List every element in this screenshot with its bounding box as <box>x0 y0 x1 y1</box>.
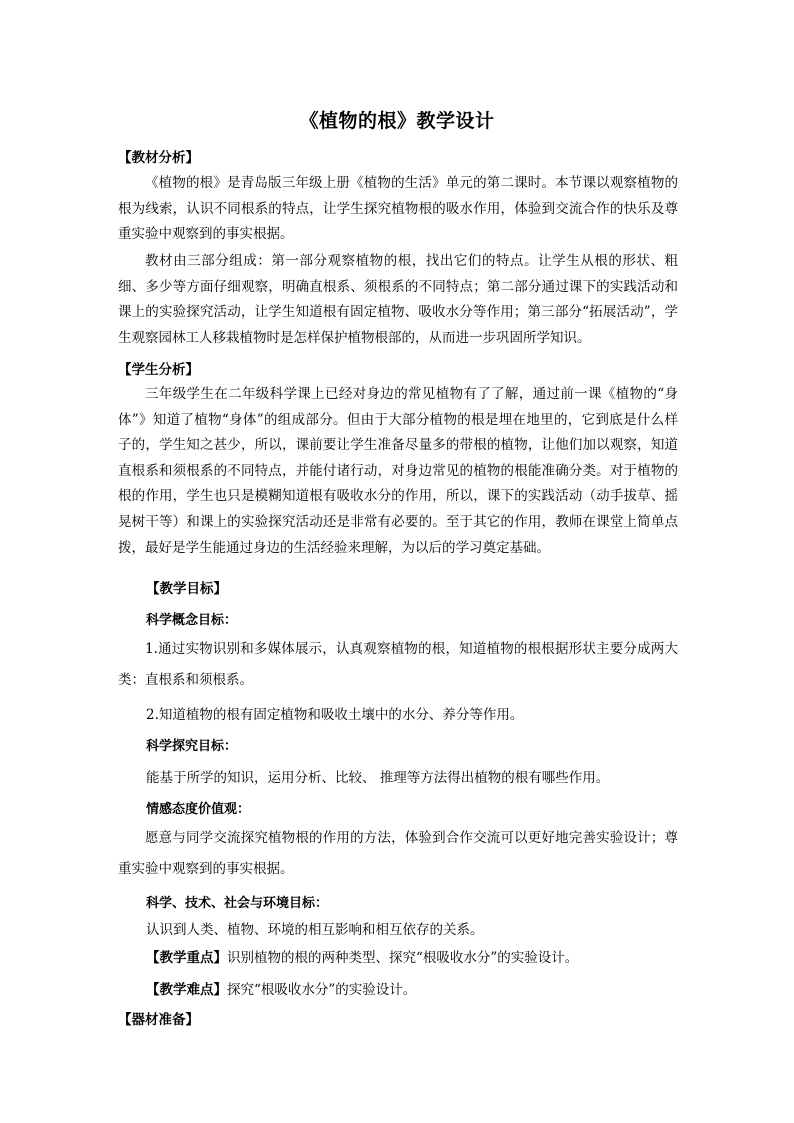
concept-goal-paragraph-2: 2.知道植物的根有固定植物和吸收土壤中的水分、养分等作用。 <box>146 707 524 723</box>
section-heading-student: 【学生分析】 <box>118 362 199 378</box>
student-paragraph: 三年级学生在二年级科学课上已经对身边的常见植物有了了解，通过前一课《植物的“身体”》知道了植物“身体”的组成部分。但由于大部分植物的根是埋在地里的，它到底是什么样子的，学生知之甚少，所以，课前要让学生准备尽量多的带根的植物，让他们加以观察，知道直根系和须根系的不同特点，并能付诸行动，对身边常见的植物的根能准确分类。对于植物的根的作用，学生也只是模糊知道根有吸收水分的作用，所以，课下的实践活动（动手拔草、摇晃树干等）和课上的实验探究活动还是非常有必要的。至于其它的作用，教师在课堂上简单点拨，最好是学生能通过身边的生活经验来理解，为以后的学习奠定基础。 <box>118 386 678 556</box>
sts-goal-label: 科学、技术、社会与环境目标： <box>146 896 329 911</box>
key-point-text: 识别植物的根的两种类型、探究“根吸收水分”的实验设计。 <box>227 950 579 966</box>
sts-goal-paragraph: 认识到人类、植物、环境的相互影响和相互依存的关系。 <box>146 922 484 938</box>
material-paragraph-2: 教材由三部分组成：第一部分观察植物的根，找出它们的特点。让学生从根的形状、粗细、多少等方面仔细观察，明确直根系、须根系的不同特点；第二部分通过课下的实践活动和课上的实验探究活动，让学生知道根有固定植物、吸收水分等作用；第三部分“拓展活动”，学生观察园林工人移栽植物时是怎样保护植物根部的，从而进一步巩固所学知识。 <box>118 253 678 346</box>
difficult-point-label: 【教学难点】 <box>146 982 227 998</box>
key-point-line <box>146 946 578 966</box>
concept-goal-paragraph-1: 1.通过实物识别和多媒体展示，认真观察植物的根，知道植物的根根据形状主要分成两大类：直根系和须根系。 <box>118 641 678 688</box>
difficult-point-text: 探究“根吸收水分”的实验设计。 <box>227 982 417 998</box>
section-heading-equipment: 【器材准备】 <box>118 1012 199 1028</box>
section-heading-material: 【教材分析】 <box>118 150 199 166</box>
concept-goal-label: 科学概念目标： <box>146 613 238 628</box>
document-title: 《植物的根》教学设计 <box>299 110 495 132</box>
key-point-label: 【教学重点】 <box>146 950 227 966</box>
section-heading-goals: 【教学目标】 <box>146 581 227 597</box>
inquiry-goal-label: 科学探究目标： <box>146 739 238 754</box>
difficult-point-line <box>146 978 416 998</box>
inquiry-goal-paragraph: 能基于所学的知识，运用分析、比较、 推理等方法得出植物的根有哪些作用。 <box>146 770 610 786</box>
attitude-goal-paragraph: 愿意与同学交流探究植物根的作用的方法，体验到合作交流可以更好地完善实验设计；尊重实验中观察到的事实根据。 <box>118 830 678 877</box>
material-paragraph-1: 《植物的根》是青岛版三年级上册《植物的生活》单元的第二课时。本节课以观察植物的根为线索，认识不同根系的特点，让学生探究植物根的吸水作用，体验到交流合作的快乐及尊重实验中观察到的事实根据。 <box>118 175 678 243</box>
attitude-goal-label: 情感态度价值观： <box>146 802 251 817</box>
